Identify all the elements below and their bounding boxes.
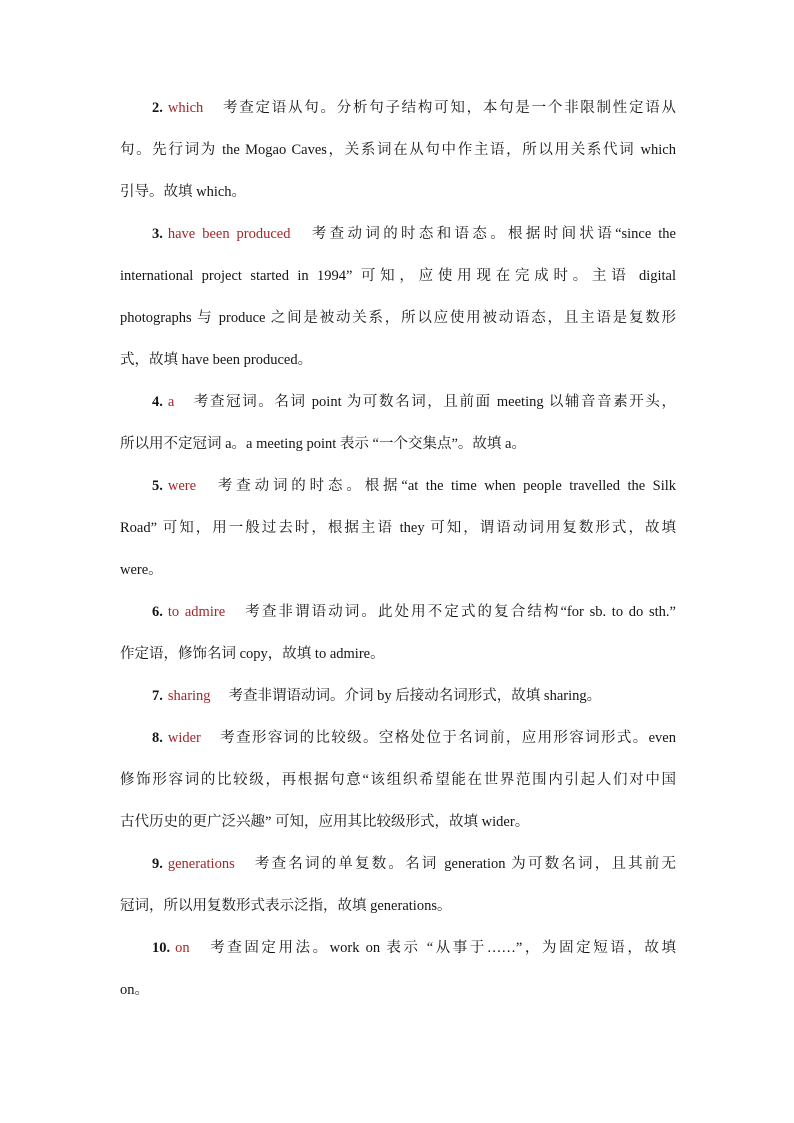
explanation-text: 考查动词的时态和语态。根据时间状语“since the <box>308 226 676 242</box>
explanation-line: 古代历史的更广泛兴趣” 可知，应用其比较级形式，故填 wider。 <box>120 814 530 830</box>
answer-item <box>120 381 676 465</box>
explanation-line: photographs 与 produce 之间是被动关系，所以应使用被动语态，且主语是复数形 <box>120 310 676 326</box>
item-number: 10. <box>152 940 171 956</box>
explanation-text: 考查非谓语动词。介词 by 后接动名词形式，故填 sharing。 <box>228 688 602 704</box>
answer-text: to admire <box>167 604 226 620</box>
answer-item <box>120 465 676 591</box>
explanation-text: 考查固定用法。work on 表示 “从事于……”，为固定短语，故填 <box>207 940 676 956</box>
explanation-text: 考查形容词的比较级。空格处位于名词前，应用形容词形式。even <box>218 730 676 746</box>
explanation-line: 修饰形容词的比较级，再根据句意“该组织希望能在世界范围内引起人们对中国 <box>120 772 676 788</box>
item-number: 4. <box>152 394 163 410</box>
explanation-line: were。 <box>120 562 163 578</box>
answer-text: a <box>167 394 175 410</box>
answer-text: sharing <box>167 688 211 704</box>
answer-text: were <box>167 478 197 494</box>
explanation-text: 考查非谓语动词。此处用不定式的复合结构“for sb. to do sth.” <box>243 604 676 620</box>
answer-item <box>120 213 676 381</box>
explanation-line <box>120 87 676 129</box>
item-number: 3. <box>152 226 163 242</box>
answer-item <box>120 717 676 843</box>
explanation-text: 考查冠词。名词 point 为可数名词，且前面 meeting 以辅音音素开头， <box>192 394 676 410</box>
item-number: 2. <box>152 100 163 116</box>
answer-explanations <box>120 87 676 1011</box>
answer-text: on <box>175 940 190 956</box>
item-number: 6. <box>152 604 163 620</box>
explanation-line <box>120 927 676 969</box>
answer-text: generations <box>167 856 235 872</box>
explanation-line: 句。先行词为 the Mogao Caves，关系词在从句中作主语，所以用关系代词 which <box>120 142 676 158</box>
explanation-line <box>120 213 676 255</box>
item-number: 5. <box>152 478 163 494</box>
explanation-line: 式，故填 have been produced。 <box>120 352 313 368</box>
explanation-line: 冠词，所以用复数形式表示泛指，故填 generations。 <box>120 898 452 914</box>
item-number: 9. <box>152 856 163 872</box>
explanation-line <box>120 717 676 759</box>
answer-item <box>120 843 676 927</box>
answer-text: which <box>167 100 204 116</box>
answer-item <box>120 591 676 675</box>
explanation-text: 考查动词的时态。根据“at the time when people travelled the Silk <box>214 478 676 494</box>
explanation-line: international project started in 1994” 可知，应使用现在完成时。主语 digital <box>120 268 676 284</box>
explanation-text: 考查名词的单复数。名词 generation 为可数名词，且其前无 <box>252 856 676 872</box>
explanation-line: on。 <box>120 982 149 998</box>
answer-text: have been produced <box>167 226 291 242</box>
answer-item <box>120 927 676 1011</box>
item-number: 8. <box>152 730 163 746</box>
explanation-line: 所以用不定冠词 a。a meeting point 表示 “一个交集点”。故填 a。 <box>120 436 526 452</box>
explanation-line: Road” 可知，用一般过去时，根据主语 they 可知，谓语动词用复数形式，故填 <box>120 520 676 536</box>
item-number: 7. <box>152 688 163 704</box>
explanation-line <box>120 465 676 507</box>
explanation-text: 考查定语从句。分析句子结构可知，本句是一个非限制性定语从 <box>221 100 676 116</box>
answer-text: wider <box>167 730 201 746</box>
explanation-line <box>120 843 676 885</box>
explanation-line <box>120 381 676 423</box>
answer-item <box>120 675 676 717</box>
explanation-line: 作定语，修饰名词 copy，故填 to admire。 <box>120 646 385 662</box>
explanation-line: 引导。故填 which。 <box>120 184 247 200</box>
answer-item <box>120 87 676 213</box>
explanation-line <box>120 675 676 717</box>
explanation-line <box>120 591 676 633</box>
